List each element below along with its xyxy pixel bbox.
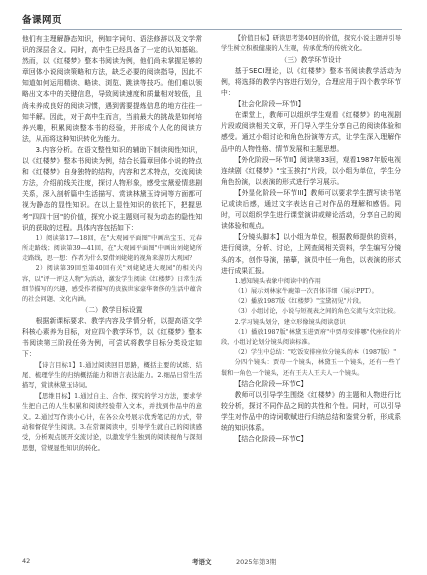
paragraph: 【结合化阶段—环节C】 — [234, 379, 308, 388]
paragraph: 2.学习镜头划分，建立形像镜头阅读意识 — [234, 318, 346, 326]
paragraph: 【价值目标】研读思考第40回的价值，探究小说主题并引导学生树立积极健康的人生观，传承优秀的传统文化。 — [221, 35, 401, 53]
paragraph: 【诗言目标1】1.通过阅读回目思路，概括主要的试练、结尾、梳理学生的归纳概括能力和语言表达能力。2.细品日常生活描写，赏读林黛玉诗词。 — [22, 361, 202, 390]
page-header — [22, 9, 402, 30]
section-title: 备课网页 — [22, 15, 63, 26]
paragraph: 根据新课标要求、教学内容及学情分析，以提高语文学科核心素养为目标，对应四个教学环节，以《红楼梦》整本书阅读第三阶段任务为例，可尝试将教学目标分类设定如下： — [22, 317, 202, 359]
left-column — [22, 34, 202, 454]
paragraph: （2）播放1987版《红楼梦》"宝黛初见"片段。 — [234, 298, 366, 306]
paragraph: 分四个镜头：贾母一个镜头，林黛玉一个镜头，还有一些丫鬟和一角色一个镜头，还有王夫人王夫人一个镜头。 — [221, 359, 401, 377]
paragraph: （2）学生中总结："吃饭安排座位分镜头的本（1987版）" — [234, 349, 397, 357]
paragraph: 2）阅读第39回至第40回有关"刘姥姥进大观园"的相关内容，以"评一评这人物"为活动，激发学生阅读《红楼梦》日常生活细节描写的兴趣，感受作者描写的贵族世家豪华奢侈的生活中蕴含的社会问题、文化内涵。 — [22, 265, 202, 303]
paragraph: （3）小组讨论，小说与短视表之间的角色交流与文宗比较。 — [234, 308, 400, 316]
paragraph: （1）播放1987版"林黛玉进贾府"中贾母安排哪"代座位的片段，小组讨论划分镜头阅读标准。 — [221, 328, 401, 346]
magazine-name: 考语文 — [192, 558, 212, 566]
paragraph: （1）展示刘林家牛鹿第一次召体详细（展示PPT）。 — [234, 287, 378, 295]
paragraph: 在课堂上，教师可以组织学生观看《红楼梦》的电视剧片段或阅读相关文章，开门导入学生分享自己的阅读体验和感受。通过小组讨论和角色扮演等方式，让学生深入理解作品中的人物性格、情节发展和主题思想。 — [221, 111, 401, 153]
paragraph: 他们有主理解静态知识，例如字词句、语法修辞以及文学常识的深层含义。同时，高中生已经具备了一定的认知基础。然而，以《红楼梦》整本书阅读为例，他们尚未掌握足够的章回体小说阅读策略和方法，缺乏必要的阅读指导，因此不知道如何运用精读、略读、浏览、跳读等技巧。他们难以领略出文本中的关键信息，导致阅读速度和质量相对较低，且尚未养成良好的阅读习惯，遇到需要提炼信息的地方往往一知半解。因此，对于高中生而言，当前最大的挑战是如何培养兴趣，积累阅读整本书的经验，并形成个人化的阅读方法，从而将这种知识转化为能力。 — [22, 35, 202, 143]
paragraph: 【思维目标】1.通过自主、合作、探究的学习方法，要求学生把自己的人生积累和阅读经验带入文本，并找到作品中的意义。2.通过写作读小心计，在各公众号展示优秀笔记的方式，带动和督促学生阅读。3.在常课阅读中，引导学生就自己的阅读感受，分析观点展开交流讨论，以激发学生独到的阅读视角与深刻思想，常规显性知识的转化。 — [22, 392, 202, 452]
paragraph: 【社会化阶段—环节I】 — [234, 100, 305, 109]
right-column — [221, 34, 401, 445]
paragraph: 1）阅读第17—18回，在"大观园平面图"中画出宝玉、元春所走路线；阅读第39—41回，在"大观园平面图"中画出刘姥姥所走路线，思一想：作者为什么要借刘姥姥的视角来游历大观园？ — [22, 234, 202, 263]
paragraph: 【外化阶段—环节II】阅读第33回，观看1987年版电视连续剧《红楼梦》"宝玉挨打"片段，以小组为单位，学生分角色扮演，以表演的形式进行学习展示。 — [221, 155, 401, 186]
paragraph: 教师可以引导学生围绕《红楼梦》的主题和人物进行比较分析，探讨不同作品之间的共性和个性。同时，可以引导学生对作品中的诗词歌赋进行归纳总结和鉴赏分析，形成系统的知识体系。 — [221, 390, 401, 433]
paragraph: （二）教学目标设置 — [81, 306, 143, 315]
page-footer — [22, 557, 402, 569]
paragraph: 1.感知镜头表象中阅读中的作用 — [234, 277, 321, 285]
paragraph: （三）教学环节设计 — [280, 55, 342, 64]
paragraph: 基于SECI理论，以《红楼梦》整本书阅读教学活动为例，将选择的教学内容进行划分，合理应用于四个教学环节中： — [221, 66, 401, 98]
paragraph: 【分镜头脚本】以小组为单位，根据教师提供的资料，进行阅读，分析、讨论，上网查阅相关资料，学生编写分镜头的本，创作导演，描摹，演员中任一角色，以表演的形式进行成果汇报。 — [221, 233, 401, 275]
issue-label: 2025年第3期 — [236, 558, 277, 566]
paragraph: 【外显化阶段—环节III】教师可以要求学生撰写读书笔记或读后感，通过文字表达自己对作品的理解和感悟。同时，可以组织学生进行课堂演讲或辩论活动，分享自己的阅读体验和观点。 — [221, 188, 401, 231]
paragraph: 3.内容分析。在语文整性知识的辅助下制读阅性知识，以《红楼梦》整本书阅读为例，结合长篇章回体小说的特点和《红楼梦》自身独特的结构，内容和艺术特点，交流阅读方法，介绍前线关注度，探讨人物形象，感受宝黛爱情悲剧关系，深入剖析篇中生活描写、赏读林黛玉诗词等方面都可视为静态的显性知识。在以上显性知识的依托下，把握思考"四四十回"的价值，探究小说主题则可视为动态的隐性知识的获取的过程。具体内容包括如下： — [22, 145, 202, 232]
paragraph: 【结合化阶段—环节C】 — [234, 435, 308, 444]
page-number: 42 — [22, 557, 31, 565]
